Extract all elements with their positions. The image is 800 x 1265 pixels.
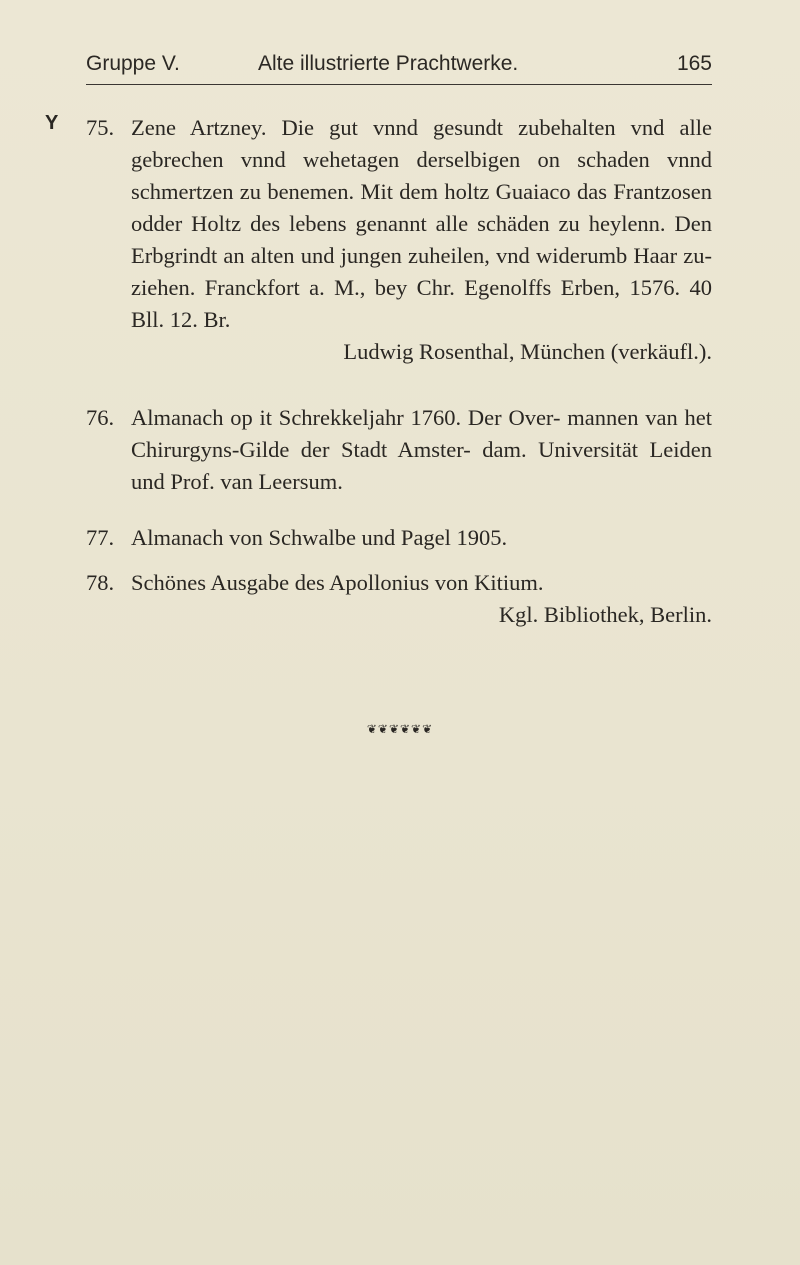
catalog-entry xyxy=(86,567,712,631)
entry-source: Ludwig Rosenthal, München (verkäufl.). xyxy=(343,339,712,364)
entry-number: 77. xyxy=(86,525,115,550)
entry-number: 78. xyxy=(86,570,115,595)
catalog-entry xyxy=(86,522,712,554)
entry-number: 75. xyxy=(86,115,115,140)
ornament-divider: ❦❦❦❦❦❦ xyxy=(366,722,434,736)
catalog-entry xyxy=(86,402,712,498)
header-rule xyxy=(86,84,712,85)
header-group: Gruppe V. xyxy=(86,52,180,75)
catalog-entry xyxy=(86,112,712,368)
running-header xyxy=(86,52,712,82)
entry-text: Almanach von Schwalbe und Pagel 1905. xyxy=(131,525,508,550)
page-number: 165 xyxy=(676,52,712,75)
header-section-title: Alte illustrierte Prachtwerke. xyxy=(258,52,519,75)
entry-text: Zene Artzney. Die gut vnnd gesundt zubehalten vnd alle gebrechen vnnd wehetagen derselbigen on schaden vnnd schmertzen zu benemen. Mit dem holtz Guaiaco das Frantzosen odder Holtz des lebens genannt alle schäden zu heylenn. Den Erbgrindt an alten und jungen zuheilen, vnd widerumb Haar zu- ziehen. Franckfort a. M., bey Chr. Egenolffs Erben, 1576. 40 Bll. 12. Br. xyxy=(131,115,712,332)
entry-text: Schönes Ausgabe des Apollonius von Kitium. xyxy=(131,570,544,595)
entry-source: Kgl. Bibliothek, Berlin. xyxy=(498,602,712,627)
entry-text: Almanach op it Schrekkeljahr 1760. Der Over- mannen van het Chirurgyns-Gilde der Stadt Amster- dam. Universität Leiden und Prof. van Leersum. xyxy=(131,405,712,494)
entry-number: 76. xyxy=(86,405,115,430)
margin-mark: Y xyxy=(45,112,59,134)
